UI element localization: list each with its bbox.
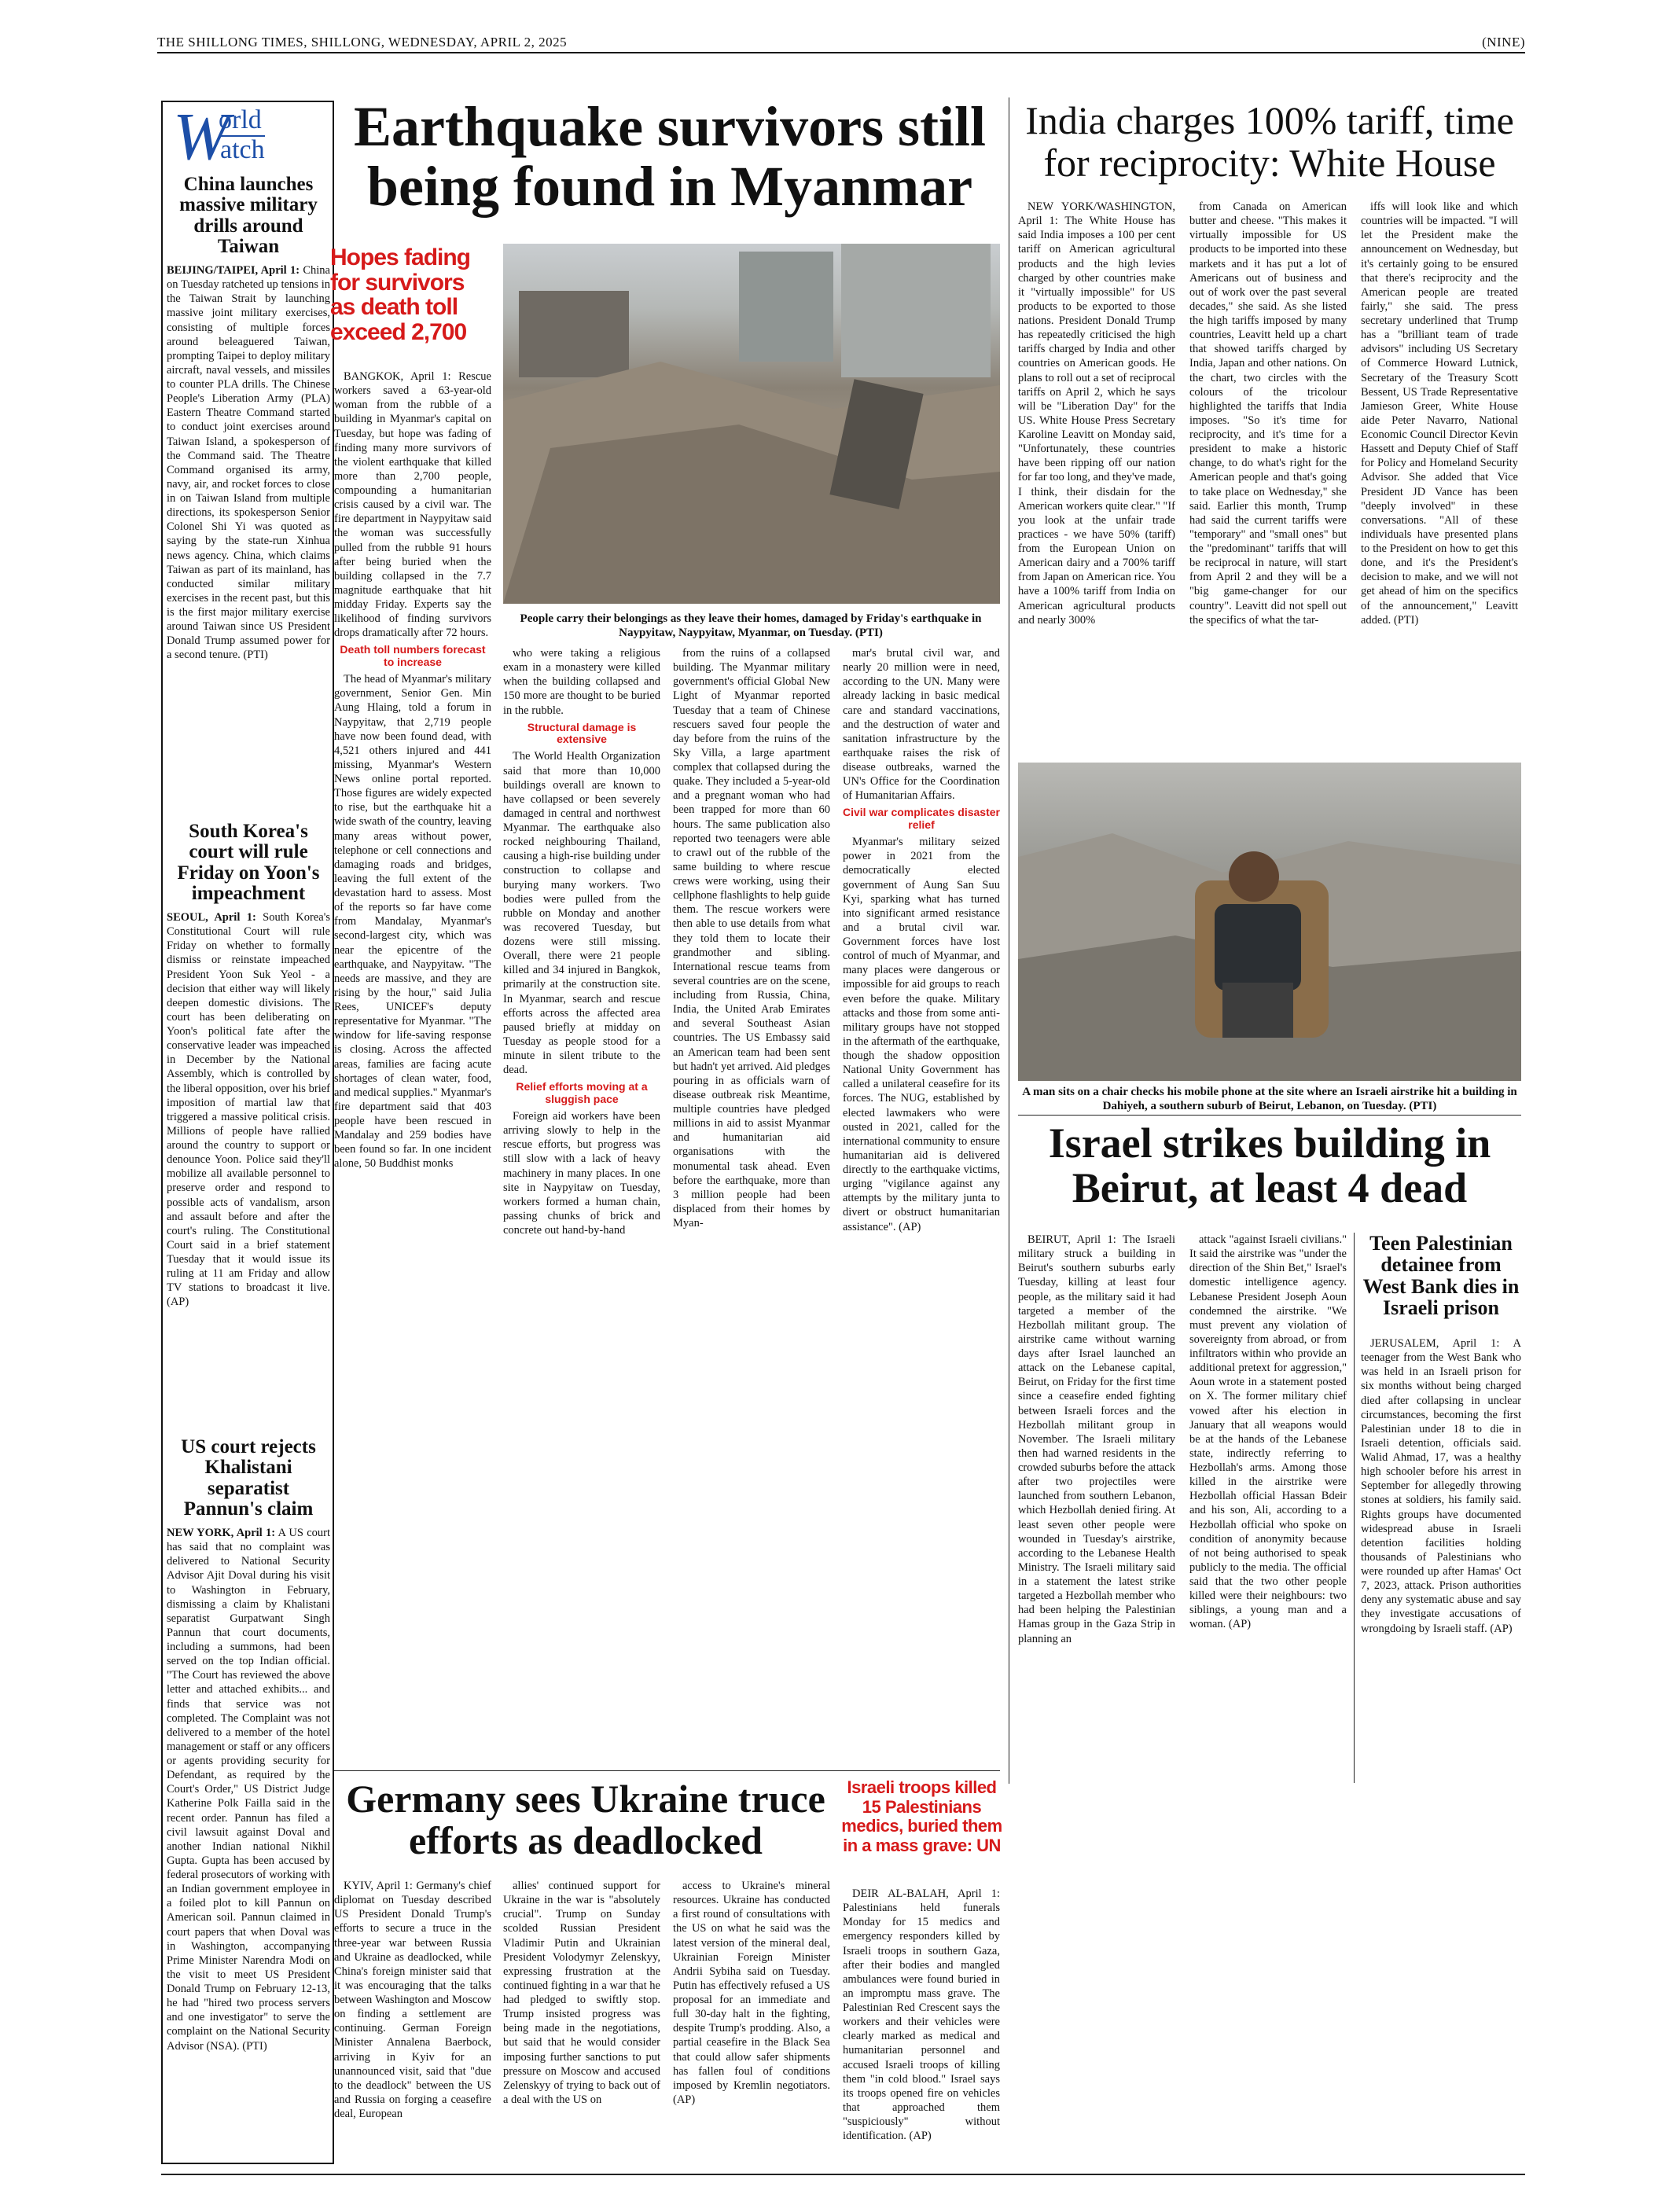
gaza-headline: Israeli troops killed 15 Palestinians medics, buried them in a mass grave: UN bbox=[841, 1777, 1002, 1855]
tariff-headline: India charges 100% tariff, time for reciprocity: White House bbox=[1025, 98, 1514, 185]
beirut-col-1: BEIRUT, April 1: The Israeli military struck a building in Beirut's southern suburbs early Tuesday, killing at least four people, as the military said it had targeted a member of the Hezbollah militant group. The airstrike came without warning days after Israel launched an attack on the Lebanese capital, Beirut, on Friday for the first time since a ceasefire ended fighting between Israeli forces and the Hezbollah militant group in November. The Israeli military then had warned residents in the crowded suburbs before the attack after two projectiles were launched from southern Lebanon, which Hezbollah denied firing. At least seven other people were wounded in Tuesday's airstrike, according to the Lebanese Health Ministry. The Israeli military said in a statement the latest strike targeted a Hezbollah member who had been helping the Palestinian Hamas group in the Gaza Strip in planning an bbox=[1018, 1233, 1175, 1645]
ww-story-2: SEOUL, April 1: South Korea's Constitutional Court will rule Friday on whether to formally dismiss or reinstate impeached President Yoon Suk Yeol - a decision that either way will likely deepen domestic divisions. The court has been deliberating on Yoon's political fate after the conservative leader was impeached in December by the National Assembly, which is controlled by the liberal opposition, over his brief imposition of martial law that triggered a massive political crisis. Millions of people have rallied around the country to support or denounce Yoon. Police said they'll mobilize all available personnel to preserve order and respond to possible acts of vandalism, arson and assault before and after the court's ruling. The Constitutional Court said in a brief statement Tuesday that it would issue its ruling at 11 am Friday and allow TV stations to broadcast it live. (AP) bbox=[167, 911, 330, 1309]
ww-column bbox=[167, 175, 330, 2123]
logo-bottom: atch bbox=[220, 135, 265, 164]
tariff-col-2: from Canada on American butter and cheese. "This makes it virtually impossible for US products to be imported into these markets and it has put a lot of Americans out of business and out of work over the past several decades," she said. As she listed the high tariffs imposed by many countries, Leavitt held up a chart that showed tariffs charged by India, Japan and other nations. On the chart, two circles with the colours of the tricolour highlighted the tariffs that India imposes. "So it's time for reciprocity, and it's time for a president to make a historic change, to do what's right for the American people and that's going to take place on Wednesday," she said. Earlier this month, Trump had said the current tariffs were "temporary" and "small ones" but the "predominant" tariffs that will be reciprocal in nature, will start from April 2 and they will be a "big game-changer for our country". Leavitt did not spell out the specifics of what the tar- bbox=[1189, 200, 1347, 627]
quake-photo bbox=[503, 244, 1000, 604]
quake-kicker: Hopes fading for survivors as death toll exceed 2,700 bbox=[330, 244, 471, 345]
germany-col-1: KYIV, April 1: Germany's chief diplomat on Tuesday described US President Donald Trump's efforts to secure a truce in the three-year war between Russia and Ukraine as deadlocked, while China's foreign minister said that it was encouraging that the talks between Washington and Moscow on finding a settlement are continuing. German Foreign Minister Annalena Baerbock, arriving in Kyiv for an unannounced visit, said that "due to the deadlock" between the US and Russia on forging a ceasefire deal, European bbox=[334, 1880, 491, 2120]
rule-germany-top bbox=[334, 1770, 1000, 1771]
quake-sub-2: Structural damage is extensive bbox=[527, 720, 637, 746]
beirut-photo-art bbox=[1018, 763, 1521, 1081]
ww-story-1: BEIJING/TAIPEI, April 1: China on Tuesday ratcheted up tensions in the Taiwan Strait by launching massive joint military exercises, consisting of multiple forces around beleaguered Taiwan, prompting Taipei to deploy military aircraft, naval vessels, and missiles to counter PLA drills. The Chinese People's Liberation Army (PLA) Eastern Theatre Command started to conduct joint exercises around Taiwan Island, a spokesperson of the Command said. The Theatre Command organised its army, navy, air, and rocket forces to close in on Taiwan Island from multiple directions, its spokesperson Senior Colonel Shi Yi was quoted as saying by the state-run Xinhua news agency. China, which claims Taiwan as part of its mainland, has conducted similar military exercises in the recent past, but this is the first major military exercise around Taiwan since US President Donald Trump assumed power for a second tenure. (PTI) bbox=[167, 264, 330, 662]
gaza-body: DEIR AL-BALAH, April 1: Palestinians held funerals Monday for 15 medics and emergency responders killed by Israeli troops in southern Gaza, after their bodies and mangled ambulances were found buried in an impromptu mass grave. The Palestinian Red Crescent says the workers and their vehicles were clearly marked as medical and humanitarian personnel and accused Israeli troops of killing them "in cold blood." Israel says its troops opened fire on vehicles that approached them "suspiciously" without identification. (AP) bbox=[843, 1887, 1000, 2143]
teen-headline: Teen Palestinian detainee from West Bank dies in Israeli prison bbox=[1362, 1232, 1520, 1319]
beirut-photo bbox=[1018, 763, 1521, 1081]
quake-caption: People carry their belongings as they leave their homes, damaged by Friday's earthquake in Naypyitaw, Naypyitaw, Myanmar, on Tuesday. (PTI) bbox=[520, 612, 982, 639]
beirut-headline: Israel strikes building in Beirut, at least 4 dead bbox=[1048, 1119, 1491, 1211]
folio-left: THE SHILLONG TIMES, SHILLONG, WEDNESDAY, APRIL 2, 2025 bbox=[157, 35, 568, 50]
rule-teen-left bbox=[1354, 1233, 1355, 1783]
quake-col-2: who were taking a religious exam in a monastery were killed when the building collapsed and 150 more are thought to be buried in the rubble. Structural damage is extensive The World Health Organization said that more than 10,000 buildings overall are known to have collapsed or been severely damaged in central and northwest Myanmar. The earthquake also rocked neighbouring Thailand, causing a high-rise building under construction to collapse and burying many workers. Two bodies were pulled from the rubble on Monday and another was recovered Tuesday, but dozens were still missing. Overall, there were 21 people killed and 34 injured in Bangkok, primarily at the construction site. In Myanmar, search and rescue efforts across the affected area paused briefly at midday on Tuesday as people stood for a minute in silent tribute to the dead. Relief efforts moving at a sluggish pace Foreign aid workers have been arriving slowly to help in the rescue efforts, but progress was still slow with a lack of heavy machinery in many places. In one site in Naypyitaw on Tuesday, workers formed a human chain, passing chunks of brick and concrete out hand-by-hand bbox=[503, 647, 660, 1237]
ww-headline-2: South Korea's court will rule Friday on Yoon's impeachment bbox=[177, 821, 320, 904]
ww-headline-3: US court rejects Khalistani separatist Pannun's claim bbox=[181, 1436, 316, 1520]
ww-story-3: NEW YORK, April 1: A US court has said that no complaint was delivered to National Security Advisor Ajit Doval during his visit to Washington in February, dismissing a claim by Khalistani separatist Gurpatwant Singh Pannun that court documents, including a summons, had been served on the top Indian official. "The Court has reviewed the above letter and attached exhibits... and finds that service was not completed. The Complaint was not delivered to a member of the hotel management or staff or any officers or agents providing security for Defendant, as required by the Court's Order," US District Judge Katherine Polk Failla said in the recent order. Pannun has filed a civil lawsuit against Doval and another Indian national Nikhil Gupta. Gupta has been accused by federal prosecutors of working with an Indian government employee in a foiled plot to kill Pannun on American soil. Pannun claimed in court papers that when Doval was in Washington, accompanying Prime Minister Narendra Modi on the visit to meet US President Donald Trump on February 12-13, he had "hired two process servers and one investigator" to serve the complaint on the National Security Advisor (NSA). (PTI) bbox=[167, 1527, 330, 2053]
teen-body: JERUSALEM, April 1: A teenager from the West Bank who was held in an Israeli prison for six months without being charged died after collapsing in unclear circumstances, becoming the first Palestinian under 18 to die in Israeli detention, officials said. Walid Ahmad, 17, was a healthy high schooler before his arrest in September for allegedly throwing stones at soldiers, his family said. Rights groups have documented widespread abuse in Israeli detention facilities holding thousands of Palestinians who were rounded up after Hamas' Oct 7, 2023, attack. Prison authorities deny any systematic abuse and say they investigate accusations of wrongdoing by Israeli staff. (AP) bbox=[1361, 1337, 1521, 1635]
quake-photo-art bbox=[503, 244, 1000, 604]
ww-headline-1: China launches massive military drills around Taiwan bbox=[179, 174, 318, 257]
quake-col-3: from the ruins of a collapsed building. The Myanmar military government's official Global New Light of Myanmar reported Tuesday that a team of Chinese rescuers saved four people the day before from the ruins of the Sky Villa, a large apartment complex that collapsed during the quake. They included a 5-year-old and a pregnant woman who had been trapped for more than 60 hours. The same publication also reported two teenagers were able to crawl out of the rubble of the same building to where rescue crews were working, using their cellphone flashlights to help guide them. The rescue workers were then able to use details from what they told them to locate their grandmother and sibling. International rescue teams from several countries are on the scene, including from Russia, China, India, the United Arab Emirates and several Southeast Asian countries. The US Embassy said an American team had been sent but hadn't yet arrived. Aid pledges pouring in as officials warn of disease outbreak risk Meantime, multiple countries have pledged millions in aid to assist Myanmar and humanitarian aid organisations with the monumental task ahead. Even before the earthquake, more than 3 million people had been displaced from their homes by Myan- bbox=[673, 647, 830, 1229]
tariff-col-3: iffs will look like and which countries will be impacted. "I will let the President make the announcement on Wednesday, but it's certainly going to be ensured that there's reciprocity and the American people are treated fairly," she said. The press secretary underlined that Trump has a "brilliant team of trade advisors" including US Secretary of Commerce Howard Lutnick, Secretary of the Treasury Scott Bessent, US Trade Representative Jamieson Greer, White House aide Peter Navarro, National Economic Council Director Kevin Hassett and Deputy Chief of Staff for Policy and Homeland Security Advisor. She added that Vice President JD Vance has been "deeply involved" in these conversations. "All of these individuals have presented plans to the President on how to get this done, and it's the President's decision to make, and we will not get ahead of him on the specifics of the announcement," Leavitt added. (PTI) bbox=[1361, 200, 1518, 627]
folio-right: (NINE) bbox=[1482, 35, 1525, 50]
logo-w: W bbox=[173, 98, 230, 174]
quake-sub-1: Death toll numbers forecast to increase bbox=[340, 643, 486, 668]
quake-col-4: mar's brutal civil war, and nearly 20 million were in need, according to the UN. Many were already lacking in basic medical care and standard vaccinations, and the destruction of water and sanitation infrastructure by the earthquake raises the risk of disease outbreaks, warned the UN's Office for the Coordination of Humanitarian Affairs. Civil war complicates disaster relief Myanmar's military seized power in 2021 from the democratically elected government of Aung San Suu Kyi, sparking what has turned into significant armed resistance and a brutal civil war. Government forces have lost control of much of Myanmar, and many places were dangerous or impossible for aid groups to reach even before the quake. Military attacks and those from some anti-military groups have not stopped in the aftermath of the earthquake, though the shadow opposition National Unity Government has called a unilateral ceasefire for its forces. The NUG, established by elected lawmakers who were ousted in 2021, called for the international community to ensure humanitarian aid is delivered directly to the earthquake victims, urging "vigilance against any attempts by the military junta to divert or obstruct humanitarian assistance". (AP) bbox=[843, 647, 1000, 1233]
world-watch-logo bbox=[171, 98, 297, 174]
quake-col-1: BANGKOK, April 1: Rescue workers saved a 63-year-old woman from the rubble of a building in Myanmar's capital on Tuesday, but hope was fading of finding many more survivors of the violent earthquake that killed more than 2,700 people, compounding a humanitarian crisis caused by a civil war. The fire department in Naypyitaw said the woman was successfully pulled from the rubble 91 hours after being buried when the building collapsed in the 7.7 magnitude earthquake that hit midday Friday. Experts say the likelihood of finding survivors drops dramatically after 72 hours. Death toll numbers forecast to increase The head of Myanmar's military government, Senior Gen. Min Aung Hlaing, told a forum in Naypyitaw, that 2,719 people have now been found dead, with 4,521 others injured and 441 missing, Myanmar's Western News online portal reported. Those figures are widely expected to rise, but the earthquake hit a wide swath of the country, leaving many areas without power, telephone or cell connections and damaging roads and bridges, leaving the full extent of the devastation hard to assess. Most of the reports so far have come from Mandalay, Myanmar's second-largest city, which was near the epicentre of the earthquake, and Naypyitaw. "The needs are massive, and they are rising by the hour," said Julia Rees, UNICEF's deputy representative for Myanmar. "The window for life-saving response is closing. Across the affected areas, families are facing acute shortages of clean water, food, and medical supplies." Myanmar's fire department said that 403 people have been rescued in Mandalay and 259 bodies have been found so far. In one incident alone, 50 Buddhist monks bbox=[334, 370, 491, 1171]
germany-col-3: access to Ukraine's mineral resources. Ukraine has conducted a first round of consultations with the US on what he said was the latest version of the mineral deal, Ukrainian Foreign Minister Andrii Sybiha said on Tuesday. Putin has effectively refused a US proposal for an immediate and full 30-day halt in the fighting, despite Trump's prodding. Also, a partial ceasefire in the Black Sea that could allow safer shipments has fallen foul of conditions imposed by Kremlin negotiators. (AP) bbox=[673, 1880, 830, 2106]
logo-top: orld bbox=[219, 105, 262, 134]
tariff-col-1: NEW YORK/WASHINGTON, April 1: The White House has said India imposes a 100 per cent tariff on American agricultural products and the high levies charged by other countries make it "virtually impossible" for US products to be exported to those nations. President Donald Trump has repeatedly criticised the high tariffs charged by India and other countries on American goods. He plans to roll out a set of reciprocal tariffs on April 2, which he says will be "Liberation Day" for the US. White House Press Secretary Karoline Leavitt on Monday said, "Unfortunately, these countries have been ripping off our nation for far too long, and they've made, I think, their disdain for the American workers quite clear." "If you look at the unfair trade practices - we have 50% (tariff) from the European Union on American dairy and a 700% tariff from Japan on American rice. You have a 100% tariff from India on American agricultural products and nearly 300% bbox=[1018, 200, 1175, 627]
germany-col-2: allies' continued support for Ukraine in the war is "absolutely crucial". Trump on Sunday scolded Russian President Vladimir Putin and Ukrainian President Volodymyr Zelenskyy, expressing frustration at the continued fighting in a war that he had pledged to swiftly stop. Trump insisted progress was being made in the negotiations, but said that he would consider imposing further sanctions to put pressure on Moscow and accused Zelenskyy of trying to back out of a deal with the US on bbox=[503, 1880, 660, 2106]
folio bbox=[157, 35, 1525, 53]
rule-beirut-top bbox=[1018, 1115, 1521, 1116]
beirut-col-2: attack "against Israeli civilians." It said the airstrike was "under the direction of the Shin Bet," Israel's domestic intelligence agency. Lebanese President Joseph Aoun condemned the airstrike. "We must prevent any violation of sovereignty from abroad, or from infiltrators within who provide an additional pretext for aggression," Aoun wrote in a statement posted on X. The former military chief vowed after his election in January that all weapons would be at the hands of the Lebanese state, indirectly referring to Hezbollah's arms. Among those killed in the airstrike were Hezbollah official Hassan Bdeir and his son, Ali, according to a Hezbollah official who spoke on condition of anonymity because of not being authorised to speak publicly to the media. The official said that the two other people killed were their neighbours: two siblings, a young man and a woman. (AP) bbox=[1189, 1233, 1347, 1631]
beirut-caption: A man sits on a chair checks his mobile phone at the site where an Israeli airstrike hit a building in Dahiyeh, a southern suburb of Beirut, Lebanon, on Tuesday. (PTI) bbox=[1022, 1086, 1517, 1112]
quake-sub-3: Relief efforts moving at a sluggish pace bbox=[516, 1080, 648, 1105]
germany-headline: Germany sees Ukraine truce efforts as deadlocked bbox=[346, 1777, 825, 1862]
rule-bottom bbox=[161, 2174, 1525, 2175]
quake-headline: Earthquake survivors still being found in Myanmar bbox=[353, 95, 987, 218]
quake-sub-4: Civil war complicates disaster relief bbox=[843, 806, 1000, 831]
